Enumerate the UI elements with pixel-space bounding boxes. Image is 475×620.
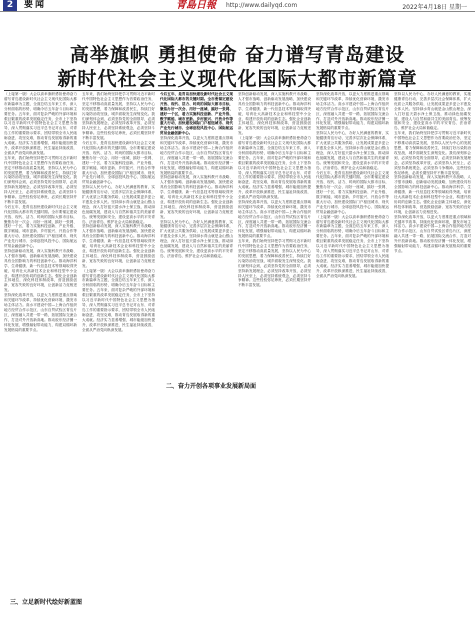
column-text: （上接第一版）大会以高举旗帜勇担使命奋力谱写青岛建设新时代社会主义现代化国际大都市新篇章为主题，全面总结五年来工作，深入分析面临的形势，明确今后五年奋斗目标和主要任务。五年来，面对复杂严峻的外部环境和艰巨繁重的改革发展稳定任务，全市上下坚持以习近平新时代中国特色社会主义思想为指导，深入贯彻落实习近平总书记对山东、对青岛工作的重要指示要求，团结带领全市人民砥砺奋进、攻坚克难，推动青岛发展取得新的重大成就。经济实力显著增强，城市能级加快提升，改革开放纵深推进，民生福祉持续改善，全面从严治党向纵深发展。 [4,92,77,155]
column-text: 五年来，我们始终坚持把学习贯彻习近平新时代中国特色社会主义思想作为首要政治任务，坚定不移推动高质量发展，坚持以人民为中心的发展思想，着力保障和改善民生，持续打好污染防治攻坚战，城乡面貌发生深刻变化。我们深刻体会到，必须坚持党的全面领导，必须坚持新发展理念，必须坚持改革开放，必须坚持人民至上，必须坚持系统观念，必须坚持斗争精神。这些经验弥足珍贵，必须长期坚持并不断丰富发展。 [238,239,311,288]
site-url[interactable]: http://www.dailyqd.com [226,2,298,9]
article-column-3 [160,92,233,616]
column-text: 坚持以人民为中心，办好人民满意的教育，实施健康青岛行动，完善多层次社会保障体系，扩大优质公共服务供给，让发展成果更多更公平惠及全体人民。坚持绿水青山就是金山银山理念，深入打好蓝天碧水净土保卫战，推动绿色低碳发展，建设人与自然和谐共生的美丽青岛。统筹发展和安全，建设更高水平的平安青岛、法治青岛，维护社会大局和谐稳定。 [394,92,471,131]
column-text: 坚持以人民为中心，办好人民满意的教育，实施健康青岛行动，完善多层次社会保障体系，扩大优质公共服务供给，让发展成果更多更公平惠及全体人民。坚持绿水青山就是金山银山理念，深入打好蓝天碧水净土保卫战，推动绿色低碳发展，建设人与自然和谐共生的美丽青岛。统筹发展和安全，建设更高水平的平安青岛、法治青岛，维护社会大局和谐稳定。 [82,185,155,224]
column-text: 今后五年，是青岛加快建设新时代社会主义现代化国际大都市的关键时期。全市要锚定建设开放、现代、活力、时尚的国际大都市目标，聚焦办好一次会、用好一座城、搞好一张网、建好一个区，着力实施科技创新、产业升级、数字赋能、城市更新、乡村振兴、开放合作等重大行动，加快建设国际门户枢纽城市、现代产业先行城市、全球创投风投中心、国际航运贸易金融创新中心。 [82,141,155,185]
page-number: 2 [3,0,17,11]
article-column-6 [394,92,471,616]
newspaper-logo: 青島日報 [176,0,216,11]
column-text: 坚持创新驱动发展，深入实施科教兴市战略、人才强市战略、创新驱动发展战略，加快建设具有全国影响力的科技创新中心。推动海洋科学、生命健康、新一代信息技术等领域取得突破，培育壮大高新技术企业和科技型中小企业，构建开放协同的创新生态。强化企业创新主体地位，深化科技体制改革，营造鼓励创新、宽容失败的良好环境，让创新活力竞相迸发。 [394,175,471,214]
article-column-4 [238,92,311,616]
column-text: 坚持深化改革开放，以更大力度推进重点领域和关键环节改革，持续优化营商环境，激发市场主体活力。高水平建设中国—上海合作组织地方经贸合作示范区、山东自贸试验区青岛片区，深度融入共建一带一路，拓展国际交流合作，打造对外开放新高地。推动胶东经济圈一体化发展，增强辐射带动能力，构建双循环新发展格局的重要节点。 [394,214,471,253]
issue-date: 2022年4月18日 星期一 [402,4,467,11]
article-column-5 [316,92,389,616]
section-heading-1: 三、立足新时代绘好新蓝图 [8,596,84,607]
column-text: 今后五年，是青岛加快建设新时代社会主义现代化国际大都市的关键时期。全市要锚定建设开放、现代、活力、时尚的国际大都市目标，聚焦办好一次会、用好一座城、搞好一张网、建好一个区，着力实施科技创新、产业升级、数字赋能、城市更新、乡村振兴、开放合作等重大行动，加快建设国际门户枢纽城市、现代产业先行城市、全球创投风投中心、国际航运贸易金融创新中心。 [316,170,389,214]
section-heading-2: 二、奋力开创各项事业发展新局面 [164,380,258,391]
column-text: （上接第一版）大会以高举旗帜勇担使命奋力谱写青岛建设新时代社会主义现代化国际大都市新篇章为主题，全面总结五年来工作，深入分析面临的形势，明确今后五年奋斗目标和主要任务。五年来，面对复杂严峻的外部环境和艰巨繁重的改革发展稳定任务，全市上下坚持以习近平新时代中国特色社会主义思想为指导，深入贯彻落实习近平总书记对山东、对青岛工作的重要指示要求，团结带领全市人民砥砺奋进、攻坚克难，推动青岛发展取得新的重大成就。经济实力显著增强，城市能级加快提升，改革开放纵深推进，民生福祉持续改善，全面从严治党向纵深发展。 [82,268,155,332]
column-text: 坚持创新驱动发展，深入实施科教兴市战略、人才强市战略、创新驱动发展战略，加快建设具有全国影响力的科技创新中心。推动海洋科学、生命健康、新一代信息技术等领域取得突破，培育壮大高新技术企业和科技型中小企业，构建开放协同的创新生态。强化企业创新主体地位，深化科技体制改革，营造鼓励创新、宽容失败的良好环境，让创新活力竞相迸发。 [4,249,77,293]
column-text: 五年来，我们始终坚持把学习贯彻习近平新时代中国特色社会主义思想作为首要政治任务，坚定不移推动高质量发展，坚持以人民为中心的发展思想，着力保障和改善民生，持续打好污染防治攻坚战，城乡面貌发生深刻变化。我们深刻体会到，必须坚持党的全面领导，必须坚持新发展理念，必须坚持改革开放，必须坚持人民至上，必须坚持系统观念，必须坚持斗争精神。这些经验弥足珍贵，必须长期坚持并不断丰富发展。 [82,92,155,141]
column-text: 坚持深化改革开放，以更大力度推进重点领域和关键环节改革，持续优化营商环境，激发市场主体活力。高水平建设中国—上海合作组织地方经贸合作示范区、山东自贸试验区青岛片区，深度融入共建一带一路，拓展国际交流合作，打造对外开放新高地。推动胶东经济圈一体化发展，增强辐射带动能力，构建双循环新发展格局的重要节点。 [316,92,389,131]
masthead-bar [0,0,475,12]
column-text: 坚持深化改革开放，以更大力度推进重点领域和关键环节改革，持续优化营商环境，激发市场主体活力。高水平建设中国—上海合作组织地方经贸合作示范区、山东自贸试验区青岛片区，深度融入共建一带一路，拓展国际交流合作，打造对外开放新高地。推动胶东经济圈一体化发展，增强辐射带动能力，构建双循环新发展格局的重要节点。 [4,293,77,332]
column-text: 五年来，我们始终坚持把学习贯彻习近平新时代中国特色社会主义思想作为首要政治任务，坚定不移推动高质量发展，坚持以人民为中心的发展思想，着力保障和改善民生，持续打好污染防治攻坚战，城乡面貌发生深刻变化。我们深刻体会到，必须坚持党的全面领导，必须坚持新发展理念，必须坚持改革开放，必须坚持人民至上，必须坚持系统观念，必须坚持斗争精神。这些经验弥足珍贵，必须长期坚持并不断丰富发展。 [394,131,471,175]
article-column-1 [4,92,77,616]
column-text: 坚持创新驱动发展，深入实施科教兴市战略、人才强市战略、创新驱动发展战略，加快建设具有全国影响力的科技创新中心。推动海洋科学、生命健康、新一代信息技术等领域取得突破，培育壮大高新技术企业和科技型中小企业，构建开放协同的创新生态。强化企业创新主体地位，深化科技体制改革，营造鼓励创新、宽容失败的良好环境，让创新活力竞相迸发。 [238,92,311,136]
article-body [4,92,471,616]
column-text: 坚持以人民为中心，办好人民满意的教育，实施健康青岛行动，完善多层次社会保障体系，扩大优质公共服务供给，让发展成果更多更公平惠及全体人民。坚持绿水青山就是金山银山理念，深入打好蓝天碧水净土保卫战，推动绿色低碳发展，建设人与自然和谐共生的美丽青岛。统筹发展和安全，建设更高水平的平安青岛、法治青岛，维护社会大局和谐稳定。 [316,131,389,170]
article-column-2 [82,92,155,616]
column-text: 坚持深化改革开放，以更大力度推进重点领域和关键环节改革，持续优化营商环境，激发市场主体活力。高水平建设中国—上海合作组织地方经贸合作示范区、山东自贸试验区青岛片区，深度融入共建一带一路，拓展国际交流合作，打造对外开放新高地。推动胶东经济圈一体化发展，增强辐射带动能力，构建双循环新发展格局的重要节点。 [238,199,311,239]
headline-line-1: 高举旗帜 勇担使命 奋力谱写青岛建设 [69,44,406,66]
column-text: 五年来，我们始终坚持把学习贯彻习近平新时代中国特色社会主义思想作为首要政治任务，坚定不移推动高质量发展，坚持以人民为中心的发展思想，着力保障和改善民生，持续打好污染防治攻坚战，城乡面貌发生深刻变化。我们深刻体会到，必须坚持党的全面领导，必须坚持新发展理念，必须坚持改革开放，必须坚持人民至上，必须坚持系统观念，必须坚持斗争精神。这些经验弥足珍贵，必须长期坚持并不断丰富发展。 [4,155,77,204]
column-text: 坚持创新驱动发展，深入实施科教兴市战略、人才强市战略、创新驱动发展战略，加快建设具有全国影响力的科技创新中心。推动海洋科学、生命健康、新一代信息技术等领域取得突破，培育壮大高新技术企业和科技型中小企业，构建开放协同的创新生态。强化企业创新主体地位，深化科技体制改革，营造鼓励创新、宽容失败的良好环境，让创新活力竞相迸发。 [160,175,233,219]
headline-divider [4,90,471,91]
column-text: 坚持创新驱动发展，深入实施科教兴市战略、人才强市战略、创新驱动发展战略，加快建设具有全国影响力的科技创新中心。推动海洋科学、生命健康、新一代信息技术等领域取得突破，培育壮大高新技术企业和科技型中小企业，构建开放协同的创新生态。强化企业创新主体地位，深化科技体制改革，营造鼓励创新、宽容失败的良好环境，让创新活力竞相迸发。 [82,224,155,268]
column-text: 坚持深化改革开放，以更大力度推进重点领域和关键环节改革，持续优化营商环境，激发市场主体活力。高水平建设中国—上海合作组织地方经贸合作示范区、山东自贸试验区青岛片区，深度融入共建一带一路，拓展国际交流合作，打造对外开放新高地。推动胶东经济圈一体化发展，增强辐射带动能力，构建双循环新发展格局的重要节点。 [160,136,233,175]
column-text: 今后五年，是青岛加快建设新时代社会主义现代化国际大都市的关键时期。全市要锚定建设开放、现代、活力、时尚的国际大都市目标，聚焦办好一次会、用好一座城、搞好一张网、建好一个区，着力实施科技创新、产业升级、数字赋能、城市更新、乡村振兴、开放合作等重大行动，加快建设国际门户枢纽城市、现代产业先行城市、全球创投风投中心、国际航运贸易金融创新中心。 [4,204,77,249]
column-text: （上接第一版）大会以高举旗帜勇担使命奋力谱写青岛建设新时代社会主义现代化国际大都市新篇章为主题，全面总结五年来工作，深入分析面临的形势，明确今后五年奋斗目标和主要任务。五年来，面对复杂严峻的外部环境和艰巨繁重的改革发展稳定任务，全市上下坚持以习近平新时代中国特色社会主义思想为指导，深入贯彻落实习近平总书记对山东、对青岛工作的重要指示要求，团结带领全市人民砥砺奋进、攻坚克难，推动青岛发展取得新的重大成就。经济实力显著增强，城市能级加快提升，改革开放纵深推进，民生福祉持续改善，全面从严治党向纵深发展。 [238,136,311,200]
column-text-bold: 今后五年，是青岛加快建设新时代社会主义现代化国际大都市的关键时期。全市要锚定建设开放、现代、活力、时尚的国际大都市目标，聚焦办好一次会、用好一座城、搞好一张网、建好一个区，着力实施科技创新、产业升级、数字赋能、城市更新、乡村振兴、开放合作等重大行动，加快建设国际门户枢纽城市、现代产业先行城市、全球创投风投中心、国际航运贸易金融创新中心。 [160,92,233,136]
column-text: （上接第一版）大会以高举旗帜勇担使命奋力谱写青岛建设新时代社会主义现代化国际大都市新篇章为主题，全面总结五年来工作，深入分析面临的形势，明确今后五年奋斗目标和主要任务。五年来，面对复杂严峻的外部环境和艰巨繁重的改革发展稳定任务，全市上下坚持以习近平新时代中国特色社会主义思想为指导，深入贯彻落实习近平总书记对山东、对青岛工作的重要指示要求，团结带领全市人民砥砺奋进、攻坚克难，推动青岛发展取得新的重大成就。经济实力显著增强，城市能级加快提升，改革开放纵深推进，民生福祉持续改善，全面从严治党向纵深发展。 [316,214,389,278]
section-name: 要闻 [24,0,47,10]
headline-line-2: 新时代社会主义现代化国际大都市新篇章 [57,68,418,90]
column-text: 坚持以人民为中心，办好人民满意的教育，实施健康青岛行动，完善多层次社会保障体系，扩大优质公共服务供给，让发展成果更多更公平惠及全体人民。坚持绿水青山就是金山银山理念，深入打好蓝天碧水净土保卫战，推动绿色低碳发展，建设人与自然和谐共生的美丽青岛。统筹发展和安全，建设更高水平的平安青岛、法治青岛，维护社会大局和谐稳定。 [160,219,233,258]
